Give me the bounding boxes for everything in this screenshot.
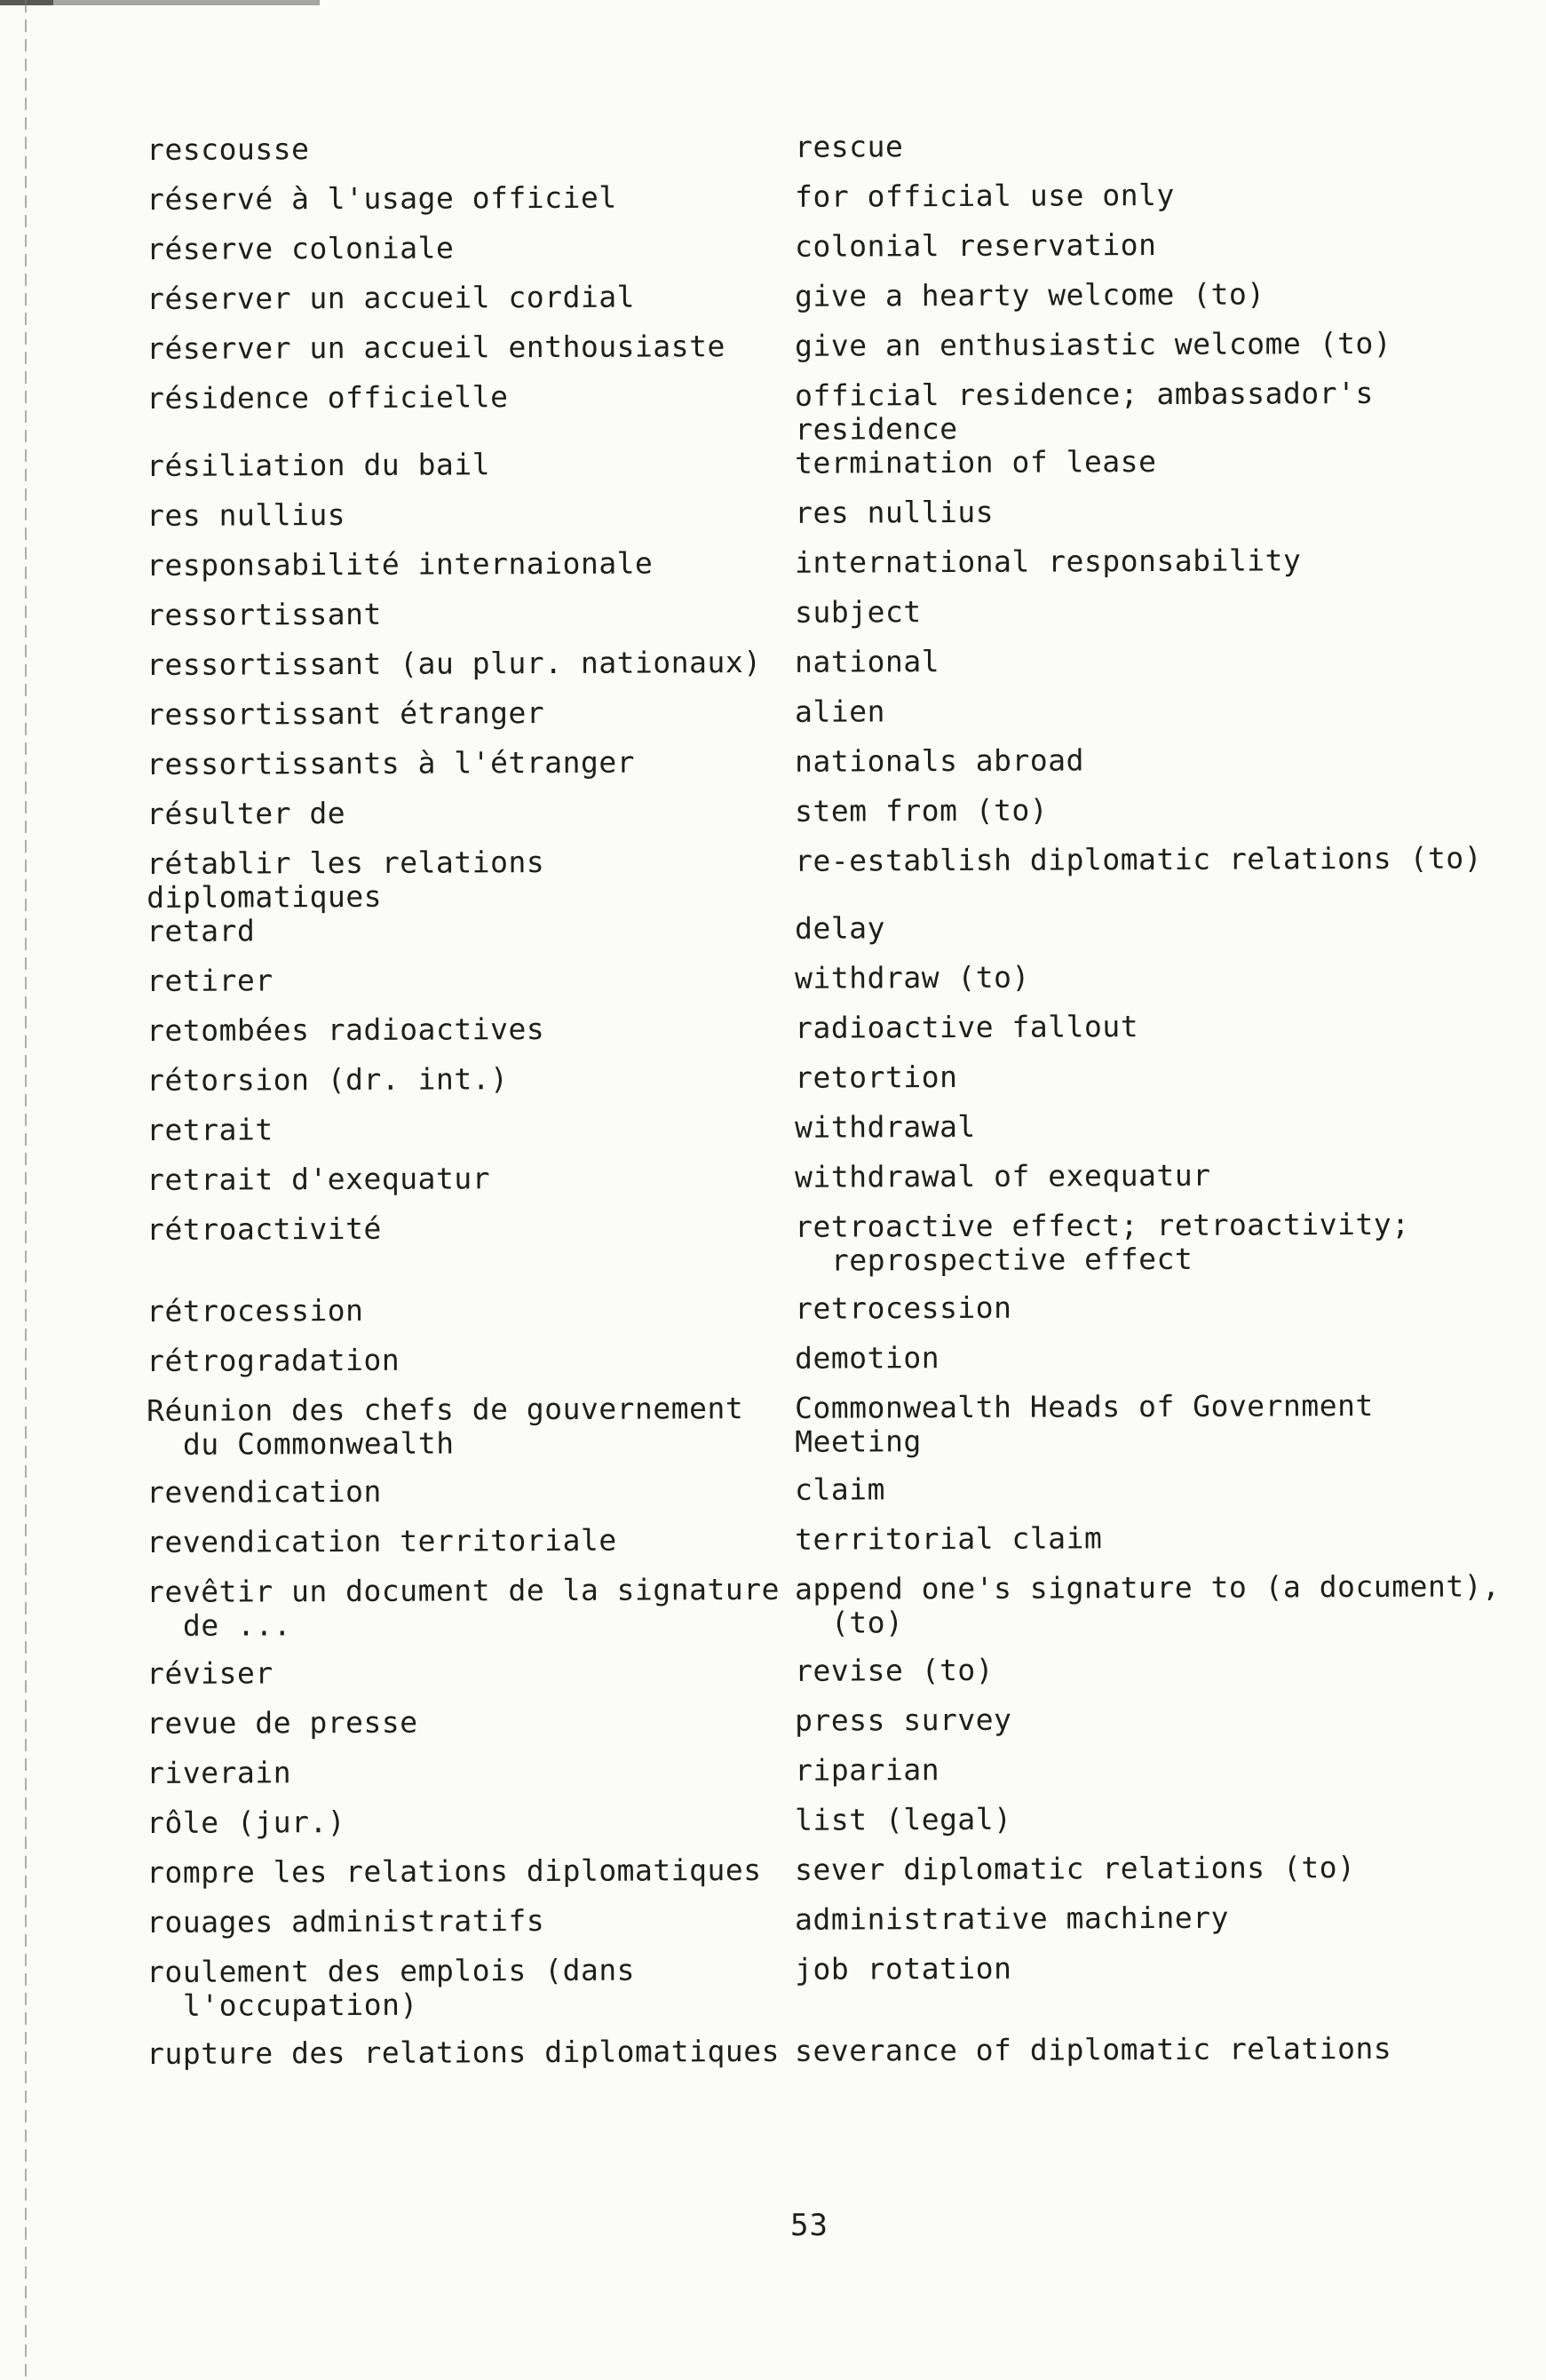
english-translation: list (legal) xyxy=(794,1801,1012,1837)
glossary-entry xyxy=(147,1207,1514,1295)
glossary-entry xyxy=(147,376,1514,449)
glossary-entry xyxy=(147,127,1514,183)
french-term: rescousse xyxy=(146,131,310,167)
french-term: revue de presse xyxy=(146,1704,418,1741)
french-term: revendication xyxy=(146,1473,382,1510)
english-translation: demotion xyxy=(794,1340,940,1376)
english-translation: give an enthusiastic welcome (to) xyxy=(794,325,1392,363)
french-term: réservé à l'usage officiel xyxy=(146,179,617,217)
french-term: retirer xyxy=(146,963,274,998)
french-term: réserver un accueil enthousiaste xyxy=(146,329,725,366)
english-translation: withdrawal of exequatur xyxy=(794,1157,1211,1194)
glossary-entry xyxy=(147,1701,1514,1757)
glossary-entry xyxy=(147,742,1514,797)
english-translation: res nullius xyxy=(794,494,995,530)
glossary-entry xyxy=(147,791,1514,847)
glossary-entry xyxy=(147,1157,1514,1213)
glossary-entry xyxy=(147,326,1514,382)
french-term: réserver un accueil cordial xyxy=(146,279,636,316)
french-term: revendication territoriale xyxy=(146,1522,617,1559)
french-term: rétrocession xyxy=(146,1292,364,1329)
glossary-entry xyxy=(147,177,1514,233)
french-term: rétablir les relations diplomatiques xyxy=(146,844,563,915)
english-translation: administrative machinery xyxy=(794,1900,1229,1937)
glossary-entry xyxy=(147,1850,1514,1906)
english-translation: colonial reservation xyxy=(794,227,1157,264)
english-translation: retortion xyxy=(794,1059,958,1095)
glossary-entry xyxy=(147,1800,1514,1856)
english-translation: sever diplomatic relations (to) xyxy=(794,1850,1356,1887)
french-term: roulement des emplois (dans l'occupation) xyxy=(146,1952,636,2023)
english-translation: retroactive effect; retroactivity; reprospective effect xyxy=(794,1206,1410,1278)
french-term: réviser xyxy=(146,1655,274,1691)
glossary-entry xyxy=(147,276,1514,332)
french-term: responsabilité internaionale xyxy=(146,545,654,583)
english-translation: append one's signature to (a document), (to) xyxy=(794,1568,1501,1640)
glossary-list xyxy=(146,129,1514,2087)
english-translation: re-establish diplomatic relations (to) xyxy=(794,840,1483,878)
glossary-entry xyxy=(147,1900,1514,1956)
english-translation: stem from (to) xyxy=(794,792,1049,829)
english-translation: for official use only xyxy=(794,177,1175,214)
english-translation: withdraw (to) xyxy=(794,959,1030,996)
glossary-entry xyxy=(147,1338,1514,1394)
english-translation: subject xyxy=(794,594,922,630)
english-translation: revise (to) xyxy=(794,1652,995,1688)
french-term: rétrogradation xyxy=(146,1342,400,1378)
english-translation: withdrawal xyxy=(794,1108,976,1145)
glossary-entry xyxy=(147,543,1514,599)
glossary-entry xyxy=(147,1470,1514,1526)
french-term: retard xyxy=(146,913,256,948)
scan-top-rule xyxy=(0,0,320,5)
glossary-entry xyxy=(147,1651,1514,1707)
glossary-entry xyxy=(147,493,1514,549)
glossary-entry xyxy=(147,1750,1514,1806)
english-translation: international responsability xyxy=(794,543,1302,580)
glossary-entry xyxy=(147,1289,1514,1345)
french-term: res nullius xyxy=(146,497,346,533)
english-translation: territorial claim xyxy=(794,1520,1103,1557)
glossary-entry xyxy=(147,692,1514,748)
french-term: retrait d'exequatur xyxy=(146,1161,491,1197)
french-term: rétroactivité xyxy=(146,1210,382,1247)
glossary-entry xyxy=(147,958,1514,1014)
english-translation: press survey xyxy=(794,1702,1012,1738)
french-term: rupture des relations diplomatiques xyxy=(146,2033,781,2071)
english-translation: give a hearty welcome (to) xyxy=(794,276,1265,313)
glossary-entry xyxy=(147,1519,1514,1575)
glossary-entry xyxy=(147,642,1514,698)
french-term: rompre les relations diplomatiques xyxy=(146,1852,762,1890)
glossary-entry xyxy=(147,443,1514,499)
english-translation: radioactive fallout xyxy=(794,1009,1139,1045)
french-term: ressortissant étranger xyxy=(146,695,545,732)
english-translation: termination of lease xyxy=(794,444,1157,480)
glossary-entry xyxy=(147,841,1514,915)
english-translation: nationals abroad xyxy=(794,742,1085,779)
english-translation: job rotation xyxy=(794,1950,1012,1987)
french-term: riverain xyxy=(146,1755,292,1790)
glossary-entry xyxy=(147,1008,1514,1064)
glossary-entry xyxy=(147,2031,1514,2087)
english-translation: alien xyxy=(794,694,886,729)
glossary-entry xyxy=(147,1388,1514,1476)
glossary-entry xyxy=(147,1949,1514,2037)
french-term: résiliation du bail xyxy=(146,447,491,483)
glossary-entry xyxy=(147,226,1514,282)
french-term: rôle (jur.) xyxy=(146,1805,346,1840)
scan-binding-edge xyxy=(25,0,27,2380)
glossary-entry xyxy=(147,592,1514,648)
english-translation: official residence; ambassador's residence xyxy=(794,375,1392,447)
english-translation: rescue xyxy=(794,129,904,164)
french-term: résulter de xyxy=(146,796,346,831)
english-translation: riparian xyxy=(794,1752,940,1788)
french-term: revêtir un document de la signature de ... xyxy=(146,1571,781,1643)
glossary-entry xyxy=(147,908,1514,964)
english-translation: Commonwealth Heads of Government Meeting xyxy=(794,1387,1392,1459)
english-translation: retrocession xyxy=(794,1289,1012,1326)
french-term: réserve coloniale xyxy=(146,230,455,266)
english-translation: delay xyxy=(794,910,886,946)
glossary-entry xyxy=(147,1058,1514,1114)
glossary-entry xyxy=(147,1569,1514,1657)
english-translation: severance of diplomatic relations xyxy=(794,2030,1392,2068)
french-term: retrait xyxy=(146,1112,274,1147)
french-term: ressortissant (au plur. nationaux) xyxy=(146,644,762,682)
french-term: rétorsion (dr. int.) xyxy=(146,1061,509,1098)
french-term: Réunion des chefs de gouvernement du Commonwealth xyxy=(146,1391,744,1462)
english-translation: national xyxy=(794,644,940,679)
glossary-entry xyxy=(147,1107,1514,1163)
french-term: ressortissant xyxy=(146,596,382,632)
french-term: résidence officielle xyxy=(146,379,509,416)
french-term: ressortissants à l'étranger xyxy=(146,744,636,781)
french-term: rouages administratifs xyxy=(146,1903,545,1940)
english-translation: claim xyxy=(794,1472,886,1507)
french-term: retombées radioactives xyxy=(146,1012,545,1048)
page-number: 53 xyxy=(790,2208,828,2243)
